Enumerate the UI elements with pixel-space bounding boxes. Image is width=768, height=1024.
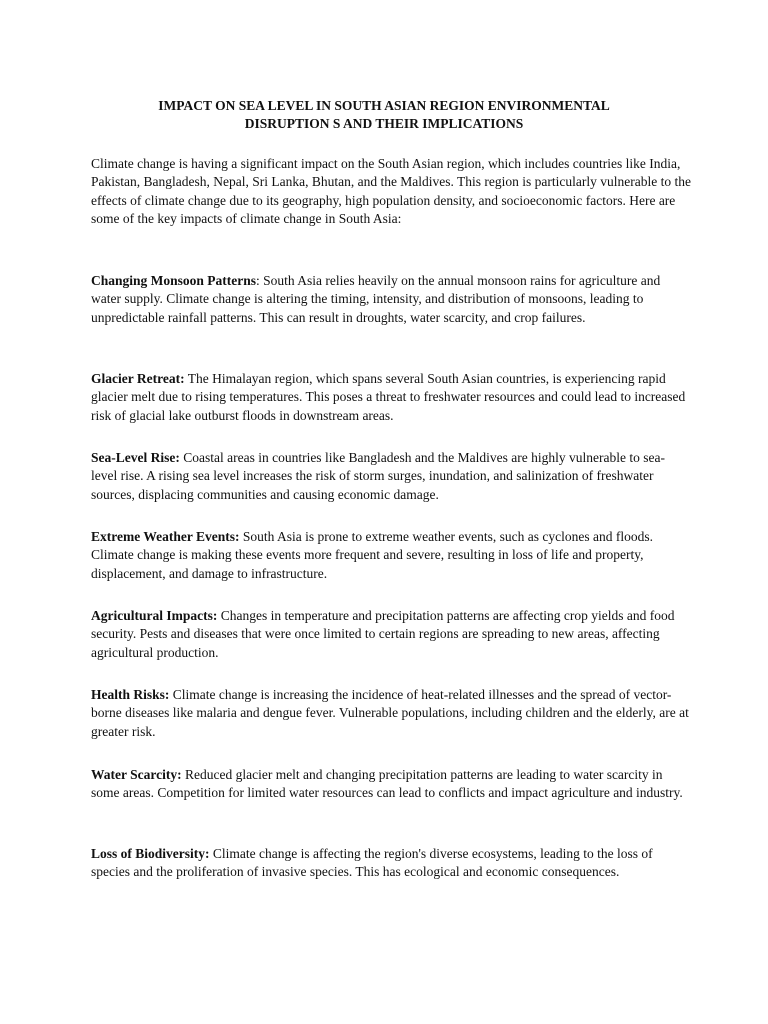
section-body: Climate change is affecting the region's diverse ecosystems, leading to the loss of species and the proliferation of invasive species. This has ecological and economic consequences. <box>91 846 653 880</box>
section-body: Reduced glacier melt and changing precipitation patterns are leading to water scarcity in some areas. Competition for limited water resources can lead to conflicts and impact agriculture and industry. <box>91 767 683 801</box>
section-heading: Loss of Biodiversity: <box>91 846 210 861</box>
section-body: : South Asia relies heavily on the annual monsoon rains for agriculture and water supply. Climate change is altering the timing, intensity, and distribution of monsoons, leading to unpredictable rainfall patterns. This can result in droughts, water scarcity, and crop failures. <box>91 273 661 325</box>
section-body: Changes in temperature and precipitation patterns are affecting crop yields and food security. Pests and diseases that were once limited to certain regions are spreading to new areas, affecting agricultural production. <box>91 608 675 660</box>
section-heading: Glacier Retreat: <box>91 371 185 386</box>
section-heading: Changing Monsoon Patterns <box>91 273 257 288</box>
section-heading: Extreme Weather Events: <box>91 529 240 544</box>
section-water-scarcity <box>91 766 691 803</box>
section-body: The Himalayan region, which spans several South Asian countries, is experiencing rapid glacier melt due to rising temperatures. This poses a threat to freshwater resources and could lead to increased risk of glacial lake outburst floods in downstream areas. <box>91 371 686 423</box>
section-changing-monsoon-patterns <box>91 272 691 327</box>
title-line-2: DISRUPTION S AND THEIR IMPLICATIONS <box>244 116 524 131</box>
section-body: Coastal areas in countries like Bangladesh and the Maldives are highly vulnerable to sea-level rise. A rising sea level increases the risk of storm surges, inundation, and salinization of freshwater sources, displacing communities and causing economic damage. <box>91 450 665 502</box>
section-body: Climate change is increasing the incidence of heat-related illnesses and the spread of vector-borne diseases like malaria and dengue fever. Vulnerable populations, including children and the elderly, are at greater risk. <box>91 687 689 739</box>
intro-paragraph: Climate change is having a significant impact on the South Asian region, which includes countries like India, Pakistan, Bangladesh, Nepal, Sri Lanka, Bhutan, and the Maldives. This region is particularly vulnerable to the effects of climate change due to its geography, high population density, and socioeconomic factors. Here are some of the key impacts of climate change in South Asia: <box>91 156 691 227</box>
section-heading: Health Risks: <box>91 687 170 702</box>
section-agricultural-impacts <box>91 607 691 662</box>
section-heading: Sea-Level Rise: <box>91 450 180 465</box>
section-sea-level-rise <box>91 449 691 504</box>
section-heading: Agricultural Impacts: <box>91 608 218 623</box>
section-glacier-retreat <box>91 370 691 425</box>
document-title <box>60 97 708 133</box>
section-extreme-weather-events <box>91 528 691 583</box>
section-body: South Asia is prone to extreme weather events, such as cyclones and floods. Climate change is making these events more frequent and severe, resulting in loss of life and property, displacement, and damage to infrastructure. <box>91 529 654 581</box>
title-line-1: IMPACT ON SEA LEVEL IN SOUTH ASIAN REGION ENVIRONMENTAL <box>158 98 610 113</box>
section-heading: Water Scarcity: <box>91 767 182 782</box>
section-health-risks <box>91 686 691 741</box>
section-loss-of-biodiversity <box>91 845 691 882</box>
